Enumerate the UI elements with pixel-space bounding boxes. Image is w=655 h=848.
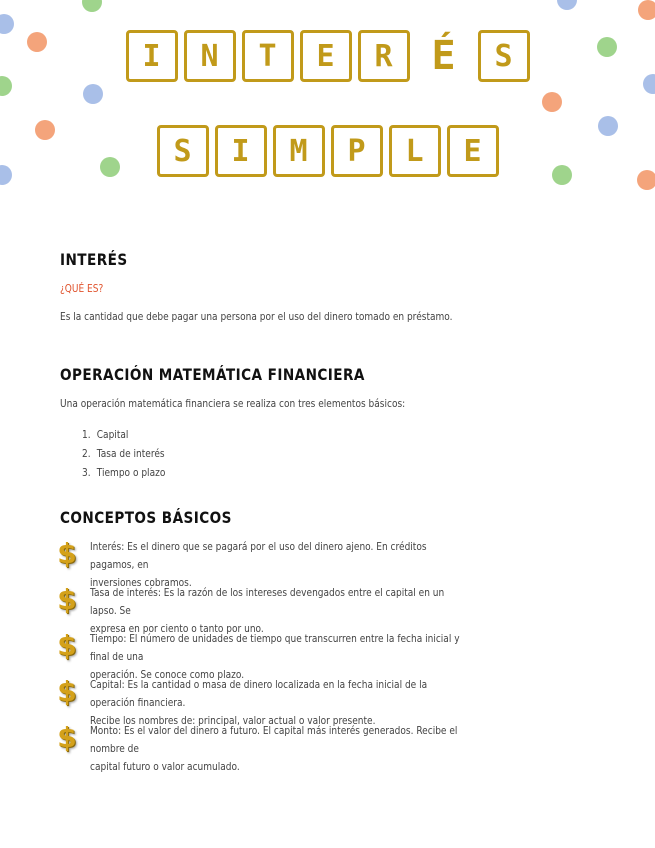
heading-operacion: OPERACIÓN MATEMÁTICA FINANCIERA (60, 365, 365, 384)
concept-line: Monto: Es el valor del dinero a futuro. El capital más interés generados. Recibe el nombre de (90, 724, 458, 755)
dollar-sign-icon: $ (57, 582, 77, 616)
elements-list (82, 425, 184, 482)
list-number: 1. (82, 428, 91, 441)
list-number: 3. (82, 466, 91, 479)
concept-line: Tiempo: El número de unidades de tiempo que transcurren entre la fecha inicial y final de una (90, 632, 460, 663)
title-tile: L (389, 125, 441, 177)
concept-line: operación. Se conoce como plazo. (90, 668, 245, 681)
title-tile: R (358, 30, 410, 82)
concept-line: Capital: Es la cantidad o masa de dinero localizada en la fecha inicial de la operación financiera. (90, 678, 428, 709)
list-number: 2. (82, 447, 91, 460)
confetti-dot (557, 0, 577, 10)
concept-line: Interés: Es el dinero que se pagará por el uso del dinero ajeno. En créditos pagamos, en (90, 540, 427, 571)
list-item (82, 425, 165, 444)
question-subheading: ¿QUÉ ES? (60, 282, 104, 295)
title-tile: S (478, 30, 530, 82)
heading-interes: INTERÉS (60, 250, 128, 269)
dollar-sign-icon: $ (57, 720, 77, 754)
title-tile: M (273, 125, 325, 177)
confetti-dot (542, 92, 562, 112)
title-tile: I (126, 30, 178, 82)
title-line-1 (0, 30, 655, 82)
dollar-sign-icon: $ (57, 674, 77, 708)
concept-line: expresa en por ciento o tanto por uno. (90, 622, 264, 635)
concepts-list (52, 536, 552, 773)
confetti-dot (82, 0, 102, 12)
interes-definition: Es la cantidad que debe pagar una persona por el uso del dinero tomado en préstamo. (60, 310, 453, 323)
confetti-dot (638, 0, 655, 20)
title-tile: T (242, 30, 294, 82)
title-letter: É (416, 30, 472, 82)
title-tile: E (300, 30, 352, 82)
concept-line: inversiones cobramos. (90, 576, 192, 589)
dollar-sign-icon: $ (57, 536, 77, 570)
list-label: Tiempo o plazo (96, 466, 166, 479)
list-item (82, 463, 165, 482)
title-tile: P (331, 125, 383, 177)
list-item (82, 444, 165, 463)
concept-item (52, 536, 552, 589)
concept-line: Tasa de interés: Es la razón de los intereses devengados entre el capital en un lapso. Se (90, 586, 445, 617)
title-tile: N (184, 30, 236, 82)
operacion-intro: Una operación matemática financiera se realiza con tres elementos básicos: (60, 397, 406, 410)
title-tile: E (447, 125, 499, 177)
title-line-2 (0, 125, 655, 177)
concept-line: capital futuro o valor acumulado. (90, 760, 240, 773)
heading-conceptos: CONCEPTOS BÁSICOS (60, 508, 232, 527)
confetti-dot (83, 84, 103, 104)
concept-line: Recibe los nombres de: principal, valor actual o valor presente. (90, 714, 376, 727)
concept-text (90, 722, 469, 776)
list-label: Tasa de interés (96, 447, 165, 460)
list-label: Capital (96, 428, 129, 441)
dollar-sign-icon: $ (57, 628, 77, 662)
title-tile: S (157, 125, 209, 177)
title-tile: I (215, 125, 267, 177)
